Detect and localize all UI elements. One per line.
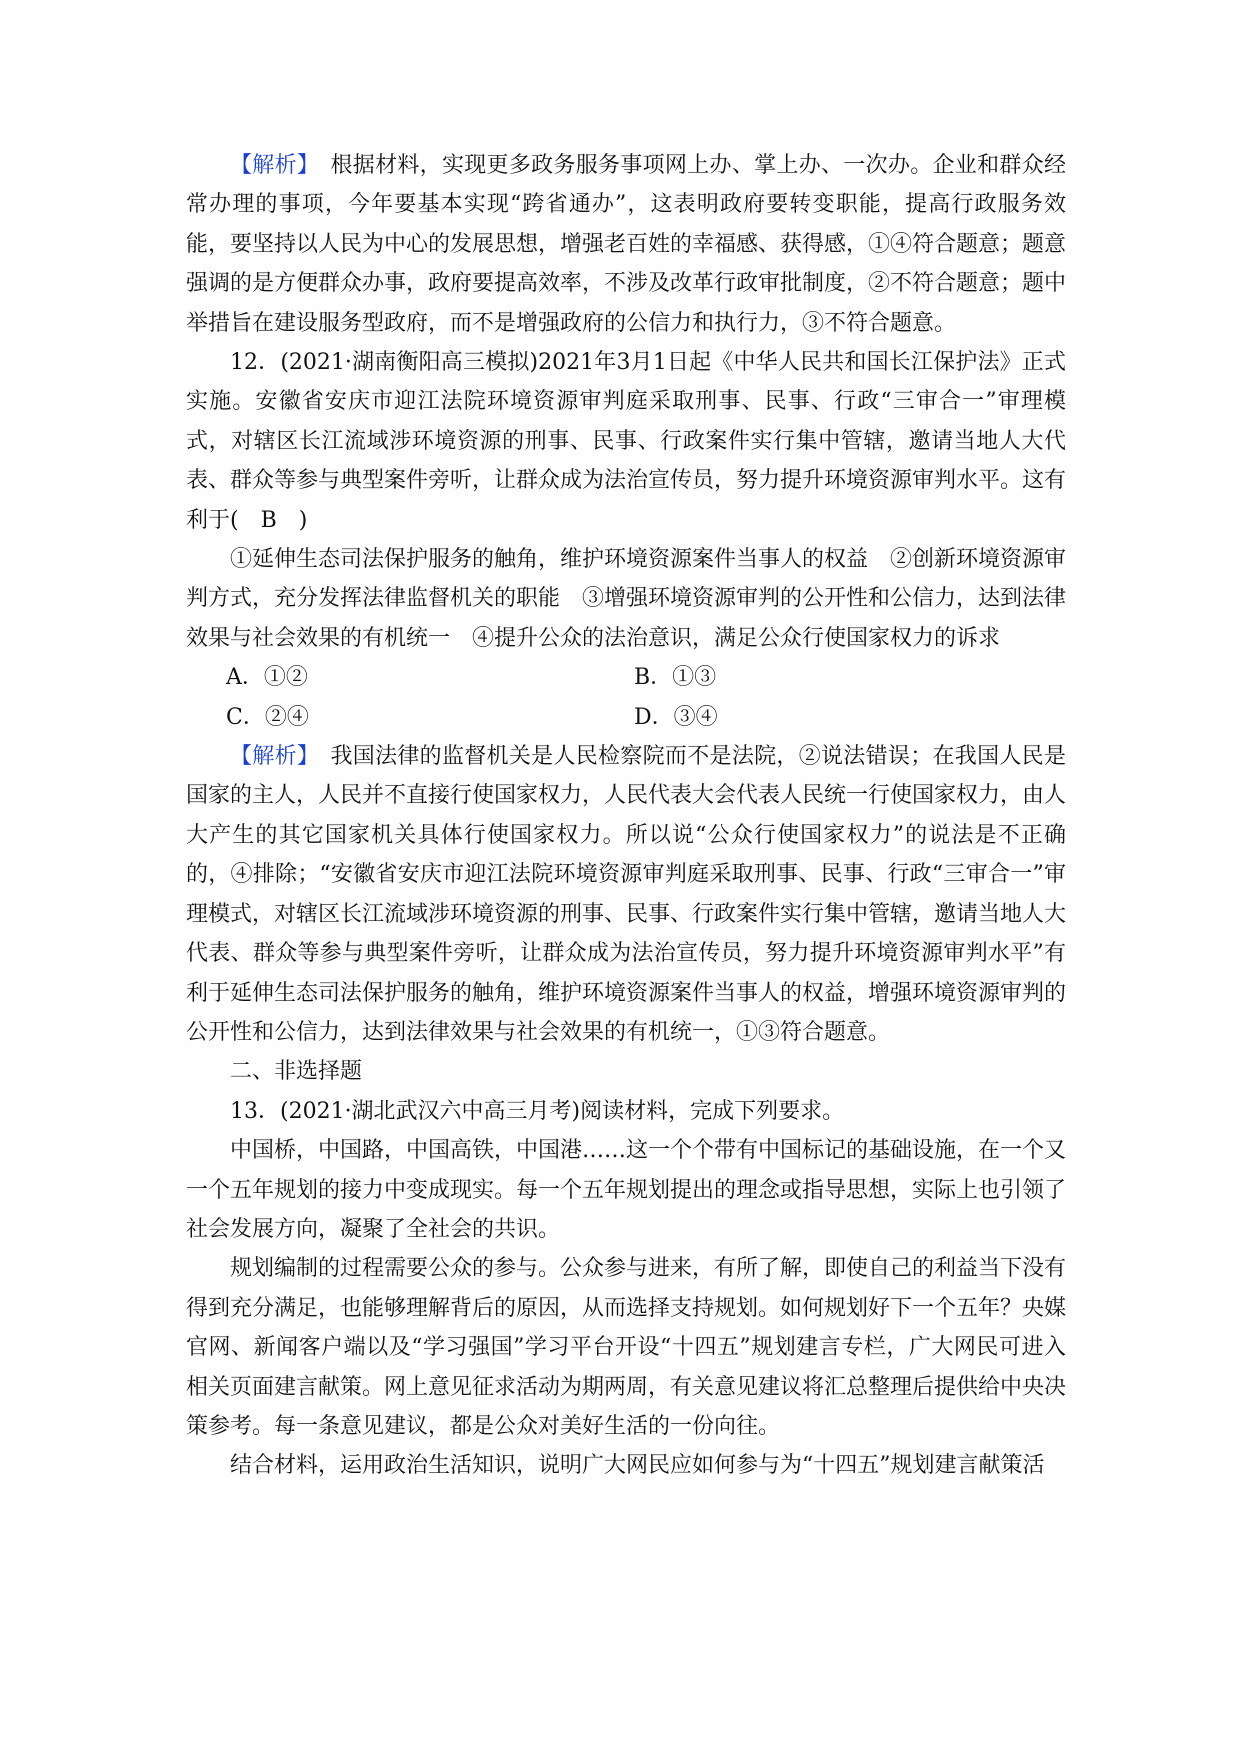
analysis-tag: 【解析】 bbox=[230, 153, 309, 178]
analysis-tag: 【解析】 bbox=[230, 744, 309, 770]
question-13-material-2: 规划编制的过程需要公众的参与。公众参与进来，有所了解，即使自己的利益当下没有得到充分满足，也能够理解背后的原因，从而选择支持规划。如何规划好下一个五年？央媒官网、新闻客户端以及“学习强国”学习平台开设“十四五”规划建言专栏，广大网民可进入相关页面建言献策。网上意见征求活动为期两周，有关意见建议将汇总整理后提供给中央决策参考。每一条意见建议，都是公众对美好生活的一份向往。 bbox=[186, 1256, 1067, 1439]
question-12-stem: 12．(2021·湖南衡阳高三模拟)2021年3月1日起《中华人民共和国长江保护法》正式实施。安徽省安庆市迎江法院环境资源审判庭采取刑事、民事、行政“三审合一”审理模式，对辖区长江流域涉环境资源的刑事、民事、行政案件实行集中管辖，邀请当地人大代表、群众等参与典型案件旁听，让群众成为法治宣传员，努力提升环境资源审判水平。这有利于( B ) bbox=[186, 350, 1067, 533]
options-row-1 bbox=[186, 658, 1066, 697]
document-body bbox=[186, 146, 1066, 1486]
analysis-paragraph-2 bbox=[186, 737, 1066, 1052]
options-row-2 bbox=[186, 698, 1066, 737]
option-c: C．②④ bbox=[226, 704, 309, 730]
analysis-text: 根据材料，实现更多政务服务事项网上办、掌上办、一次办。企业和群众经常办理的事项，今年要基本实现“跨省通办”，这表明政府要转变职能，提高行政服务效能，要坚持以人民为中心的发展思想，增强老百姓的幸福感、获得感，①④符合题意；题意强调的是方便群众办事，政府要提高效率，不涉及改革行政审批制度，②不符合题意；题中举措旨在建设服务型政府，而不是增强政府的公信力和执行力，③不符合题意。 bbox=[186, 153, 1067, 336]
question-13-requirement: 结合材料，运用政治生活知识，说明广大网民应如何参与为“十四五”规划建言献策活 bbox=[230, 1453, 1045, 1479]
question-12-statements: ①延伸生态司法保护服务的触角，维护环境资源案件当事人的权益 ②创新环境资源审判方式，充分发挥法律监督机关的职能 ③增强环境资源审判的公开性和公信力，达到法律效果与社会效果的有机统一 ④提升公众的法治意识，满足公众行使国家权力的诉求 bbox=[186, 547, 1067, 651]
question-13-material-1: 中国桥，中国路，中国高铁，中国港……这一个个带有中国标记的基础设施，在一个又一个五年规划的接力中变成现实。每一个五年规划提出的理念或指导思想，实际上也引领了社会发展方向，凝聚了全社会的共识。 bbox=[186, 1138, 1067, 1242]
option-b: B．①③ bbox=[634, 665, 717, 691]
analysis-text: 我国法律的监督机关是人民检察院而不是法院，②说法错误；在我国人民是国家的主人，人民并不直接行使国家权力，人民代表大会代表人民统一行使国家权力，由人大产生的其它国家机关具体行使国家权力。所以说“公众行使国家权力”的说法是不正确的，④排除；“安徽省安庆市迎江法院环境资源审判庭采取刑事、民事、行政“三审合一”审理模式，对辖区长江流域涉环境资源的刑事、民事、行政案件实行集中管辖，邀请当地人大代表、群众等参与典型案件旁听，让群众成为法治宣传员，努力提升环境资源审判水平”有利于延伸生态司法保护服务的触角，维护环境资源案件当事人的权益，增强环境资源审判的公开性和公信力，达到法律效果与社会效果的有机统一，①③符合题意。 bbox=[186, 744, 1067, 1045]
option-d: D．③④ bbox=[634, 704, 718, 730]
section-title: 二、非选择题 bbox=[230, 1059, 363, 1085]
question-13-stem: 13．(2021·湖北武汉六中高三月考)阅读材料，完成下列要求。 bbox=[230, 1098, 845, 1124]
analysis-paragraph-1 bbox=[186, 146, 1066, 343]
option-a: A．①② bbox=[226, 665, 308, 691]
